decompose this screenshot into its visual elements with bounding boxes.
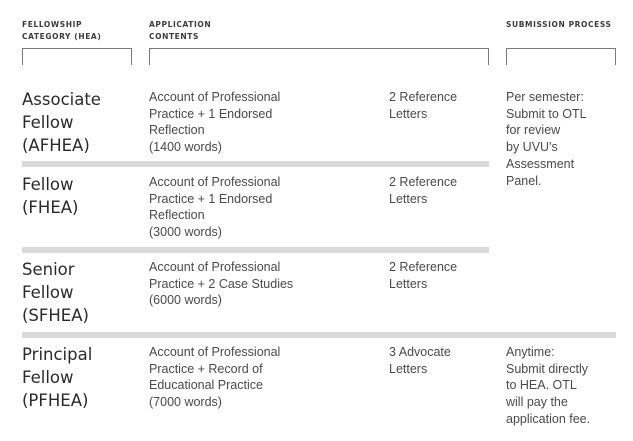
category-principal-fellow: Principal Fellow (PFHEA) — [22, 345, 93, 410]
category-column-bracket — [22, 48, 132, 65]
row-divider-full — [22, 332, 616, 338]
header-application-contents: APPLICATION CONTENTS — [149, 20, 212, 41]
contents-fellow: Account of Professional Practice + 1 Endorsed Reflection (3000 words) — [149, 175, 281, 240]
references-fellow: 2 Reference Letters — [389, 175, 458, 206]
contents-principal-fellow: Account of Professional Practice + Record of Educational Practice (7000 words) — [149, 345, 281, 410]
references-associate-fellow: 2 Reference Letters — [389, 90, 458, 121]
category-senior-fellow: Senior Fellow (SFHEA) — [22, 260, 89, 325]
process-per-semester: Per semester: Submit to OTL for review by UVU's Assessment Panel. — [506, 90, 587, 188]
row-divider — [22, 247, 489, 253]
category-associate-fellow: Associate Fellow (AFHEA) — [22, 90, 101, 155]
header-fellowship-category: FELLOWSHIP CATEGORY (HEA) — [22, 20, 102, 41]
contents-associate-fellow: Account of Professional Practice + 1 Endorsed Reflection (1400 words) — [149, 90, 281, 155]
references-principal-fellow: 3 Advocate Letters — [389, 345, 451, 376]
process-column-bracket — [506, 48, 616, 65]
header-submission-process: SUBMISSION PROCESS — [506, 20, 612, 29]
category-fellow: Fellow (FHEA) — [22, 175, 79, 217]
references-senior-fellow: 2 Reference Letters — [389, 260, 458, 291]
row-divider — [22, 161, 489, 167]
contents-column-bracket — [149, 48, 489, 65]
process-anytime: Anytime: Submit directly to HEA. OTL will pay the application fee. — [506, 345, 591, 426]
contents-senior-fellow: Account of Professional Practice + 2 Case Studies (6000 words) — [149, 260, 294, 308]
